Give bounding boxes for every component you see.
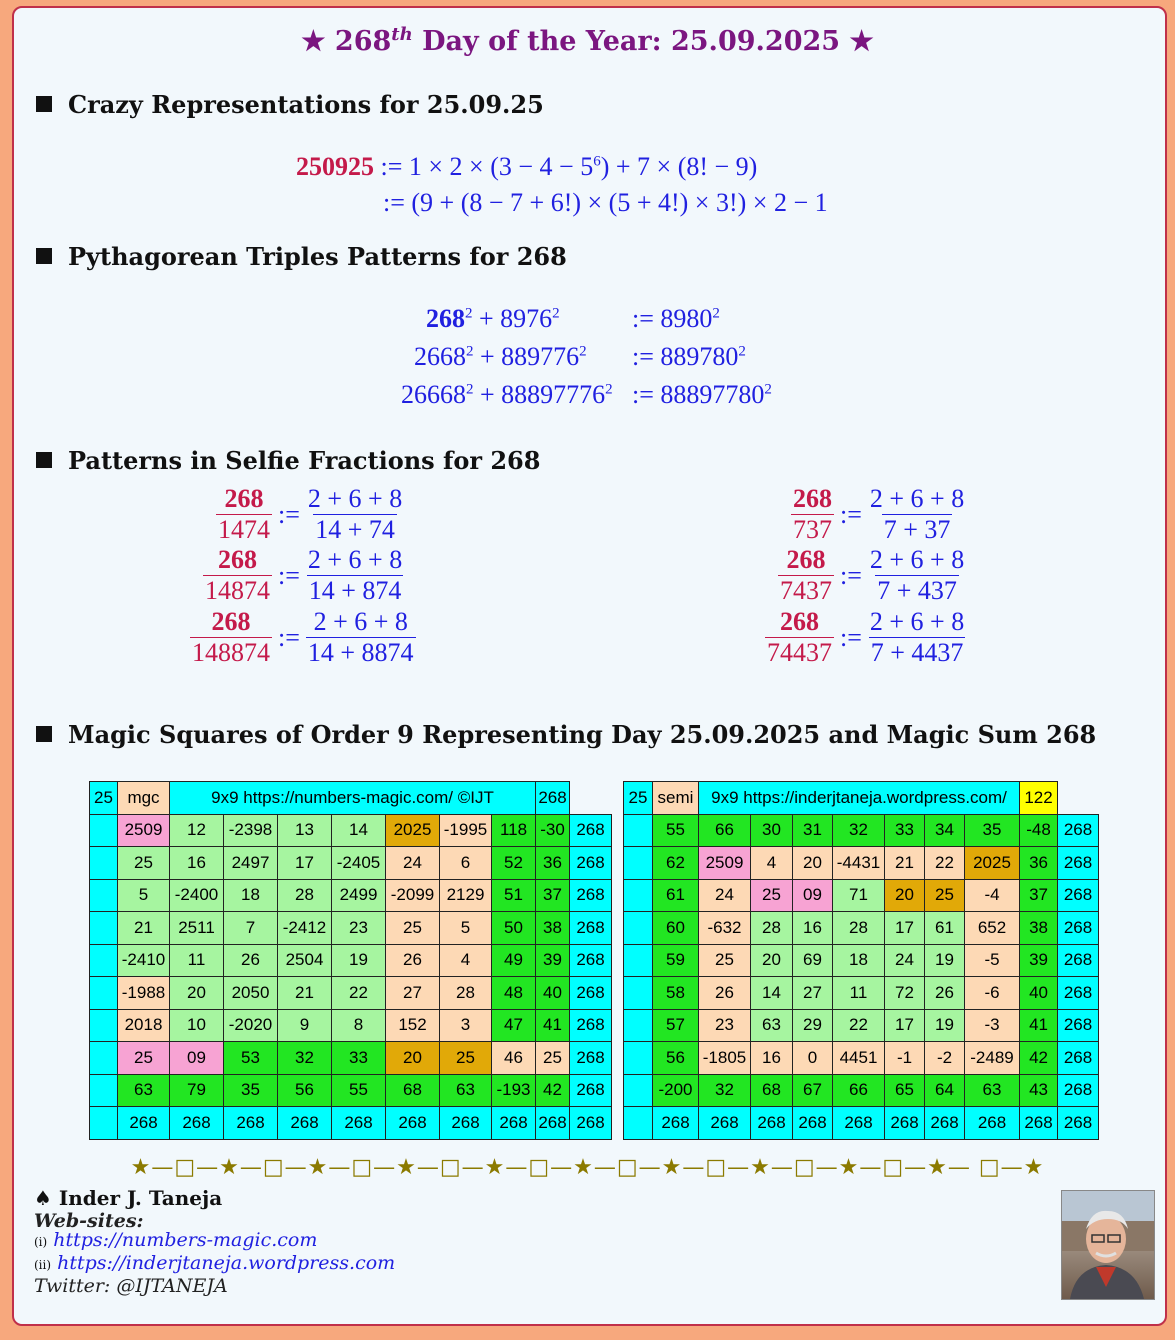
table-cell: 2497: [224, 847, 278, 880]
table-cell: 0: [793, 1042, 833, 1075]
table-cell: 2499: [332, 879, 386, 912]
table-cell: 8: [332, 1009, 386, 1042]
table-row: [90, 879, 612, 912]
row-sum-cell: 268: [1058, 977, 1099, 1010]
blank-cell: [90, 1107, 118, 1140]
table-cell: -4: [965, 879, 1020, 912]
column-sum-cell: 268: [1058, 1107, 1099, 1140]
table-cell: -2099: [386, 879, 440, 912]
table-cell: 28: [833, 912, 885, 945]
twitter-handle: Twitter: @IJTANEJA: [34, 1275, 228, 1297]
table-cell: 33: [332, 1042, 386, 1075]
site-2-line: (ii) https://inderjtaneja.wordpress.com: [34, 1252, 396, 1274]
table-cell: 61: [653, 879, 699, 912]
page-title: ★ 268th Day of the Year: 25.09.2025 ★: [301, 24, 874, 57]
table-cell: 25: [751, 879, 793, 912]
table-row: [90, 912, 612, 945]
table-row: [624, 912, 1099, 945]
section-heading-pythagorean: Pythagorean Triples Patterns for 268: [36, 242, 567, 271]
sum-cell: 268: [536, 782, 570, 815]
table-cell: 41: [536, 1009, 570, 1042]
table-cell: 17: [885, 912, 925, 945]
blank-cell: [624, 944, 653, 977]
table-cell: 32: [278, 1042, 332, 1075]
table-cell: 22: [833, 1009, 885, 1042]
table-cell: 63: [440, 1074, 492, 1107]
table-cell: 69: [793, 944, 833, 977]
table-cell: -2: [925, 1042, 965, 1075]
table-cell: 2018: [118, 1009, 170, 1042]
magic-square-2: [623, 781, 1099, 1140]
table-cell: 25: [386, 912, 440, 945]
table-cell: 27: [793, 977, 833, 1010]
table-row: [624, 879, 1099, 912]
column-sum-cell: 268: [751, 1107, 793, 1140]
table-cell: 63: [118, 1074, 170, 1107]
table-cell: -6: [965, 977, 1020, 1010]
table-cell: 22: [332, 977, 386, 1010]
table-cell: 71: [833, 879, 885, 912]
table-cell: 20: [793, 847, 833, 880]
table-cell: 33: [885, 814, 925, 847]
table-cell: -2020: [224, 1009, 278, 1042]
table-cell: 19: [925, 1009, 965, 1042]
table-cell: 37: [536, 879, 570, 912]
table-cell: 79: [170, 1074, 224, 1107]
table-row: [624, 1074, 1099, 1107]
table-cell: 28: [278, 879, 332, 912]
column-sum-cell: 268: [699, 1107, 751, 1140]
table-cell: -1988: [118, 977, 170, 1010]
table-cell: 20: [885, 879, 925, 912]
blank-cell: [90, 879, 118, 912]
table-row: [624, 814, 1099, 847]
table-cell: 32: [699, 1074, 751, 1107]
column-sum-cell: 268: [440, 1107, 492, 1140]
table-cell: 25: [440, 1042, 492, 1075]
table-cell: 20: [170, 977, 224, 1010]
table-cell: 37: [1020, 879, 1058, 912]
column-sum-cell: 268: [885, 1107, 925, 1140]
table-cell: 55: [653, 814, 699, 847]
table-cell: 25: [925, 879, 965, 912]
table-cell: 17: [278, 847, 332, 880]
table-cell: 5: [118, 879, 170, 912]
table-cell: -193: [492, 1074, 536, 1107]
table-cell: 52: [492, 847, 536, 880]
section-heading-selfie: Patterns in Selfie Fractions for 268: [36, 446, 540, 475]
table-cell: 30: [751, 814, 793, 847]
row-sum-cell: 268: [570, 977, 612, 1010]
table-cell: 38: [536, 912, 570, 945]
table-cell: 28: [440, 977, 492, 1010]
table-cell: 2511: [170, 912, 224, 945]
day-cell: 25: [90, 782, 118, 815]
section-heading-magic: Magic Squares of Order 9 Representing Day 25.09.2025 and Magic Sum 268: [36, 720, 1096, 749]
author-photo: [1061, 1190, 1155, 1300]
table-cell: -48: [1020, 814, 1058, 847]
table-cell: 21: [278, 977, 332, 1010]
table-cell: 18: [224, 879, 278, 912]
table-cell: 10: [170, 1009, 224, 1042]
column-sum-cell: 268: [570, 1107, 612, 1140]
table-cell: -632: [699, 912, 751, 945]
fraction-left-1: 268 1474 := $\frac{2 + 6 + 8}{14 + 74}$: [218, 484, 403, 544]
table-cell: 118: [492, 814, 536, 847]
table-cell: 25: [536, 1042, 570, 1075]
row-sum-cell: 268: [570, 1009, 612, 1042]
table-cell: 31: [793, 814, 833, 847]
table-cell: 2129: [440, 879, 492, 912]
column-sum-cell: 268: [278, 1107, 332, 1140]
blank-cell: [90, 1009, 118, 1042]
blank-cell: [624, 814, 653, 847]
table-cell: 23: [332, 912, 386, 945]
table-row: [90, 1042, 612, 1075]
crazy-line-2: := (9 + (8 − 7 + 6!) × (5 + 4!) × 3!) × 2 − 1: [383, 188, 828, 217]
table-cell: -3: [965, 1009, 1020, 1042]
table-cell: -2410: [118, 944, 170, 977]
table-cell: 9: [278, 1009, 332, 1042]
column-sum-cell: 268: [170, 1107, 224, 1140]
table-cell: -2400: [170, 879, 224, 912]
column-sum-cell: 268: [1020, 1107, 1058, 1140]
fraction-left-2: 268 14874 := $\frac{2 + 6 + 8}{14 + 874}$: [205, 545, 403, 605]
table-cell: 4: [751, 847, 793, 880]
table-cell: 2504: [278, 944, 332, 977]
table-cell: 62: [653, 847, 699, 880]
table-cell: 42: [536, 1074, 570, 1107]
table-cell: 29: [793, 1009, 833, 1042]
table-cell: 47: [492, 1009, 536, 1042]
row-sum-cell: 268: [570, 814, 612, 847]
column-sum-cell: 268: [118, 1107, 170, 1140]
site-2-link[interactable]: https://inderjtaneja.wordpress.com: [57, 1252, 396, 1274]
table-cell: 35: [224, 1074, 278, 1107]
site-1-line: (i) https://numbers-magic.com: [34, 1229, 318, 1251]
table-cell: 57: [653, 1009, 699, 1042]
table-cell: 26: [699, 977, 751, 1010]
table-cell: -2405: [332, 847, 386, 880]
section-heading-crazy: Crazy Representations for 25.09.25: [36, 90, 544, 119]
table-cell: 50: [492, 912, 536, 945]
blank-cell: [624, 912, 653, 945]
table-cell: 58: [653, 977, 699, 1010]
column-sum-cell: 268: [224, 1107, 278, 1140]
pyth-row-2-rhs: := $889780^2$: [632, 342, 746, 371]
row-sum-cell: 268: [570, 912, 612, 945]
table-cell: 42: [1020, 1042, 1058, 1075]
table-cell: 5: [440, 912, 492, 945]
table-cell: 40: [536, 977, 570, 1010]
fraction-right-3: 268 74437 := $\frac{2 + 6 + 8}{7 + 4437}$: [767, 607, 965, 667]
table-cell: 61: [925, 912, 965, 945]
sum-row: [90, 1107, 612, 1140]
table-cell: 21: [118, 912, 170, 945]
table-cell: 48: [492, 977, 536, 1010]
column-sum-cell: 268: [492, 1107, 536, 1140]
table-cell: -30: [536, 814, 570, 847]
table-cell: 11: [170, 944, 224, 977]
table-cell: 25: [118, 847, 170, 880]
table-cell: 68: [751, 1074, 793, 1107]
blank-cell: [624, 879, 653, 912]
sum-cell: 122: [1020, 782, 1058, 815]
table-cell: 51: [492, 879, 536, 912]
column-sum-cell: 268: [965, 1107, 1020, 1140]
row-sum-cell: 268: [570, 1042, 612, 1075]
row-sum-cell: 268: [1058, 944, 1099, 977]
table-cell: 21: [885, 847, 925, 880]
table-cell: 53: [224, 1042, 278, 1075]
table-cell: 67: [793, 1074, 833, 1107]
table-cell: -2489: [965, 1042, 1020, 1075]
table-cell: 652: [965, 912, 1020, 945]
table-row: [624, 1009, 1099, 1042]
fraction-left-3: 268 148874 := $\frac{2 + 6 + 8}{14 + 8874}$: [192, 607, 414, 667]
blank-cell: [624, 1074, 653, 1107]
table-cell: 56: [278, 1074, 332, 1107]
blank-cell: [90, 977, 118, 1010]
author-name: ♠ Inder J. Taneja: [34, 1186, 223, 1210]
pyth-row-1: $268^2 + 8976^2$: [426, 304, 560, 333]
pyth-row-3: $26668^2 + 88897776^2$: [401, 380, 613, 409]
table-cell: 34: [925, 814, 965, 847]
table-cell: 66: [833, 1074, 885, 1107]
table-cell: 20: [751, 944, 793, 977]
table-cell: 43: [1020, 1074, 1058, 1107]
blank-cell: [90, 814, 118, 847]
row-sum-cell: 268: [570, 847, 612, 880]
table-cell: 2509: [699, 847, 751, 880]
url-cell: 9x9 https://inderjtaneja.wordpress.com/: [699, 782, 1020, 815]
table-cell: 64: [925, 1074, 965, 1107]
blank-cell: [624, 1009, 653, 1042]
table-cell: 12: [170, 814, 224, 847]
row-sum-cell: 268: [1058, 814, 1099, 847]
table-row: [90, 977, 612, 1010]
table-cell: -5: [965, 944, 1020, 977]
table-row: [624, 977, 1099, 1010]
day-cell: 25: [624, 782, 653, 815]
blank-cell: [624, 977, 653, 1010]
blank-cell: [90, 912, 118, 945]
sum-row: [624, 1107, 1099, 1140]
crazy-line-1: 250925 := $1 \times 2 \times (3 - 4 - 5^6) + 7 \times (8$! − 9): [296, 152, 758, 181]
table-cell: 38: [1020, 912, 1058, 945]
table-cell: 17: [885, 1009, 925, 1042]
table-cell: -1805: [699, 1042, 751, 1075]
table-row: [90, 1074, 612, 1107]
table-cell: 20: [386, 1042, 440, 1075]
table-cell: 09: [793, 879, 833, 912]
table-cell: 4451: [833, 1042, 885, 1075]
blank-cell: [624, 1107, 653, 1140]
row-sum-cell: 268: [1058, 912, 1099, 945]
table-cell: 56: [653, 1042, 699, 1075]
table-cell: 13: [278, 814, 332, 847]
table-cell: 22: [925, 847, 965, 880]
row-sum-cell: 268: [570, 944, 612, 977]
table-cell: 2050: [224, 977, 278, 1010]
table-cell: 23: [699, 1009, 751, 1042]
pyth-row-2: $2668^2 + 889776^2$: [414, 342, 587, 371]
table-cell: 35: [965, 814, 1020, 847]
table-cell: 63: [965, 1074, 1020, 1107]
table-cell: 63: [751, 1009, 793, 1042]
table-row: [90, 1009, 612, 1042]
table-cell: -1995: [440, 814, 492, 847]
table-cell: 2025: [965, 847, 1020, 880]
table-cell: 24: [885, 944, 925, 977]
table-cell: -2398: [224, 814, 278, 847]
table-cell: 24: [386, 847, 440, 880]
row-sum-cell: 268: [570, 1074, 612, 1107]
type-cell: semi: [653, 782, 699, 815]
table-row: [624, 944, 1099, 977]
pyth-row-1-rhs: := $8980^2$: [632, 304, 720, 333]
url-cell: 9x9 https://numbers-magic.com/ ©IJT: [170, 782, 536, 815]
table-cell: 41: [1020, 1009, 1058, 1042]
table-cell: 60: [653, 912, 699, 945]
table-cell: 65: [885, 1074, 925, 1107]
table-cell: -1: [885, 1042, 925, 1075]
row-sum-cell: 268: [1058, 1074, 1099, 1107]
table-cell: 09: [170, 1042, 224, 1075]
blank-cell: [90, 1042, 118, 1075]
column-sum-cell: 268: [925, 1107, 965, 1140]
table-cell: -200: [653, 1074, 699, 1107]
table-cell: 40: [1020, 977, 1058, 1010]
table-cell: 6: [440, 847, 492, 880]
table-cell: 16: [751, 1042, 793, 1075]
table-cell: 26: [925, 977, 965, 1010]
blank-cell: [90, 944, 118, 977]
blank-cell: [624, 1042, 653, 1075]
pyth-row-3-rhs: := $88897780^2$: [632, 380, 772, 409]
row-sum-cell: 268: [570, 879, 612, 912]
table-cell: 26: [224, 944, 278, 977]
table-cell: 66: [699, 814, 751, 847]
table-cell: 25: [118, 1042, 170, 1075]
table-cell: 36: [1020, 847, 1058, 880]
table-cell: -4431: [833, 847, 885, 880]
magic-square-1: [89, 781, 612, 1140]
table-cell: 72: [885, 977, 925, 1010]
row-sum-cell: 268: [1058, 1009, 1099, 1042]
table-cell: 25: [699, 944, 751, 977]
table-cell: 16: [793, 912, 833, 945]
column-sum-cell: 268: [653, 1107, 699, 1140]
table-row: [90, 847, 612, 880]
table-row: [90, 944, 612, 977]
site-1-link[interactable]: https://numbers-magic.com: [53, 1229, 318, 1251]
blank-cell: [90, 847, 118, 880]
table-cell: 152: [386, 1009, 440, 1042]
websites-label: Web-sites:: [34, 1210, 144, 1232]
header-row: [90, 782, 612, 815]
column-sum-cell: 268: [536, 1107, 570, 1140]
table-cell: 19: [925, 944, 965, 977]
fraction-right-2: 268 7437 := $\frac{2 + 6 + 8}{7 + 437}$: [780, 545, 965, 605]
column-sum-cell: 268: [332, 1107, 386, 1140]
table-cell: 24: [699, 879, 751, 912]
table-cell: 2509: [118, 814, 170, 847]
column-sum-cell: 268: [793, 1107, 833, 1140]
table-cell: 2025: [386, 814, 440, 847]
table-cell: 26: [386, 944, 440, 977]
blank-cell: [90, 1074, 118, 1107]
table-cell: 46: [492, 1042, 536, 1075]
star-divider: ★—□—★—□—★—□—★—□—★—□—★—□—★—□—★—□—★—□—★— □—★: [130, 1155, 1045, 1180]
table-cell: 16: [170, 847, 224, 880]
blank-cell: [624, 847, 653, 880]
table-cell: 68: [386, 1074, 440, 1107]
type-cell: mgc: [118, 782, 170, 815]
row-sum-cell: 268: [1058, 847, 1099, 880]
table-cell: 19: [332, 944, 386, 977]
table-cell: 55: [332, 1074, 386, 1107]
row-sum-cell: 268: [1058, 879, 1099, 912]
table-row: [624, 1042, 1099, 1075]
table-row: [624, 847, 1099, 880]
table-cell: 14: [332, 814, 386, 847]
table-cell: 4: [440, 944, 492, 977]
table-cell: 39: [536, 944, 570, 977]
table-cell: 18: [833, 944, 885, 977]
fraction-right-1: 268 737 := $\frac{2 + 6 + 8}{7 + 37}$: [793, 484, 965, 544]
table-cell: 11: [833, 977, 885, 1010]
table-cell: 3: [440, 1009, 492, 1042]
table-cell: 32: [833, 814, 885, 847]
table-cell: 28: [751, 912, 793, 945]
table-cell: 49: [492, 944, 536, 977]
table-row: [90, 814, 612, 847]
table-cell: 39: [1020, 944, 1058, 977]
table-cell: 59: [653, 944, 699, 977]
table-cell: -2412: [278, 912, 332, 945]
column-sum-cell: 268: [386, 1107, 440, 1140]
table-cell: 14: [751, 977, 793, 1010]
table-cell: 7: [224, 912, 278, 945]
header-row: [624, 782, 1099, 815]
column-sum-cell: 268: [833, 1107, 885, 1140]
table-cell: 27: [386, 977, 440, 1010]
row-sum-cell: 268: [1058, 1042, 1099, 1075]
table-cell: 36: [536, 847, 570, 880]
